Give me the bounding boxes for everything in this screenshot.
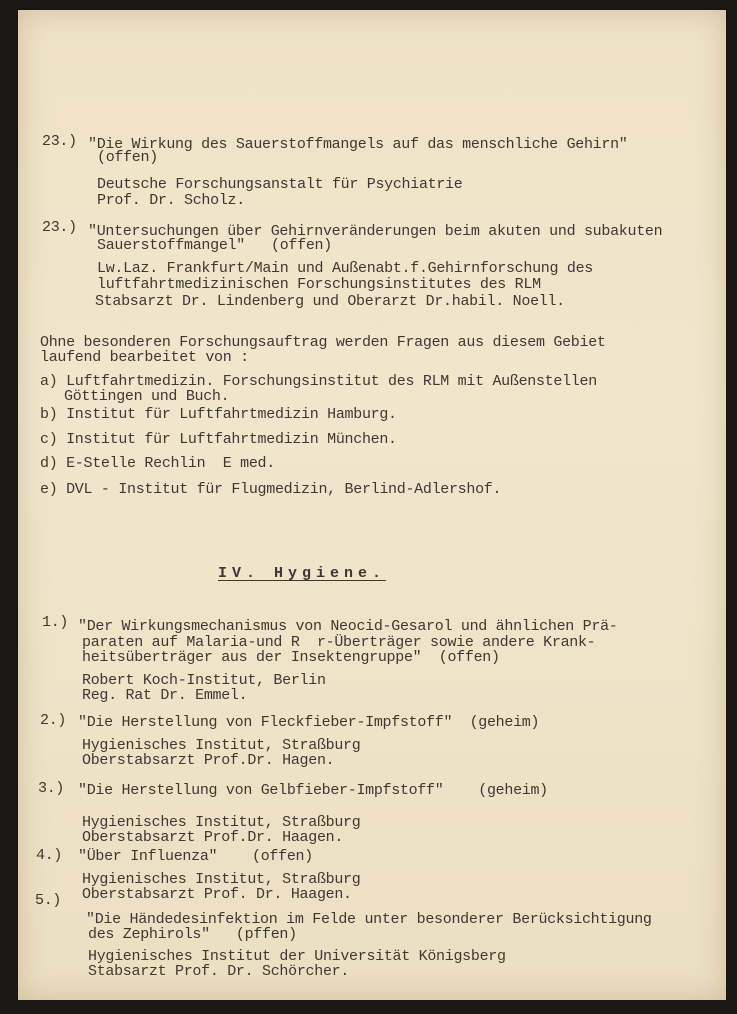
note-line: Ohne besonderen Forschungsauftrag werden Fragen aus diesem Gebiet bbox=[40, 334, 606, 351]
section-heading: IV. Hygiene. bbox=[218, 565, 387, 582]
item-title: "Untersuchungen über Gehirnveränderungen beim akuten und subakuten bbox=[88, 223, 663, 240]
list-item: b) Institut für Luftfahrtmedizin Hamburg. bbox=[40, 406, 397, 423]
note-line: laufend bearbeitet von : bbox=[40, 349, 249, 366]
item-number: 23.) bbox=[42, 219, 77, 236]
item-title: "Die Händedesinfektion im Felde unter besonderer Berücksichtigung bbox=[86, 911, 652, 928]
item-person: Prof. Dr. Scholz. bbox=[97, 192, 245, 209]
item-institution-cont: luftfahrtmedizinischen Forschungsinstitutes des RLM bbox=[97, 276, 541, 293]
item-title-cont: paraten auf Malaria-und R r-Überträger sowie andere Krank- bbox=[82, 634, 596, 651]
list-item-cont: Göttingen und Buch. bbox=[64, 388, 230, 405]
item-number: 4.) bbox=[36, 847, 63, 864]
item-title-cont: heitsüberträger aus der Insektengruppe" (offen) bbox=[82, 649, 500, 666]
item-institution: Deutsche Forschungsanstalt für Psychiatrie bbox=[97, 176, 463, 193]
item-status: (offen) bbox=[97, 149, 158, 166]
item-person: Oberstabsarzt Prof.Dr. Hagen. bbox=[82, 752, 335, 769]
item-number: 23.) bbox=[42, 133, 77, 150]
item-person: Oberstabsarzt Prof. Dr. Haagen. bbox=[82, 886, 352, 903]
item-institution: Hygienisches Institut der Universität Königsberg bbox=[88, 948, 506, 965]
item-title: "Über Influenza" (offen) bbox=[78, 848, 313, 865]
list-item: d) E-Stelle Rechlin E med. bbox=[40, 455, 275, 472]
item-number: 1.) bbox=[42, 614, 69, 631]
list-item: e) DVL - Institut für Flugmedizin, Berlind-Adlershof. bbox=[40, 481, 502, 498]
item-title: "Die Wirkung des Sauerstoffmangels auf das menschliche Gehirn" bbox=[88, 136, 628, 153]
list-item: a) Luftfahrtmedizin. Forschungsinstitut des RLM mit Außenstellen bbox=[40, 373, 597, 390]
item-title: "Der Wirkungsmechanismus von Neocid-Gesarol und ähnlichen Prä- bbox=[78, 618, 618, 635]
item-title: "Die Herstellung von Gelbfieber-Impfstoff" (geheim) bbox=[78, 782, 548, 799]
item-person: Stabsarzt Dr. Lindenberg und Oberarzt Dr.habil. Noell. bbox=[95, 293, 565, 310]
item-title-cont: des Zephirols" (pffen) bbox=[88, 926, 297, 943]
item-institution: Robert Koch-Institut, Berlin bbox=[82, 672, 326, 689]
item-person: Stabsarzt Prof. Dr. Schörcher. bbox=[88, 963, 350, 980]
item-number: 5.) bbox=[35, 892, 62, 909]
item-institution: Lw.Laz. Frankfurt/Main und Außenabt.f.Gehirnforschung des bbox=[97, 260, 593, 277]
item-institution: Hygienisches Institut, Straßburg bbox=[82, 814, 361, 831]
item-title: "Die Herstellung von Fleckfieber-Impfstoff" (geheim) bbox=[78, 714, 540, 731]
item-institution: Hygienisches Institut, Straßburg bbox=[82, 871, 361, 888]
item-number: 3.) bbox=[38, 780, 65, 797]
item-number: 2.) bbox=[40, 712, 67, 729]
item-person: Oberstabsarzt Prof.Dr. Haagen. bbox=[82, 829, 344, 846]
item-person: Reg. Rat Dr. Emmel. bbox=[82, 687, 248, 704]
item-title-cont: Sauerstoffmangel" (offen) bbox=[97, 237, 332, 254]
item-institution: Hygienisches Institut, Straßburg bbox=[82, 737, 361, 754]
list-item: c) Institut für Luftfahrtmedizin München. bbox=[40, 431, 397, 448]
